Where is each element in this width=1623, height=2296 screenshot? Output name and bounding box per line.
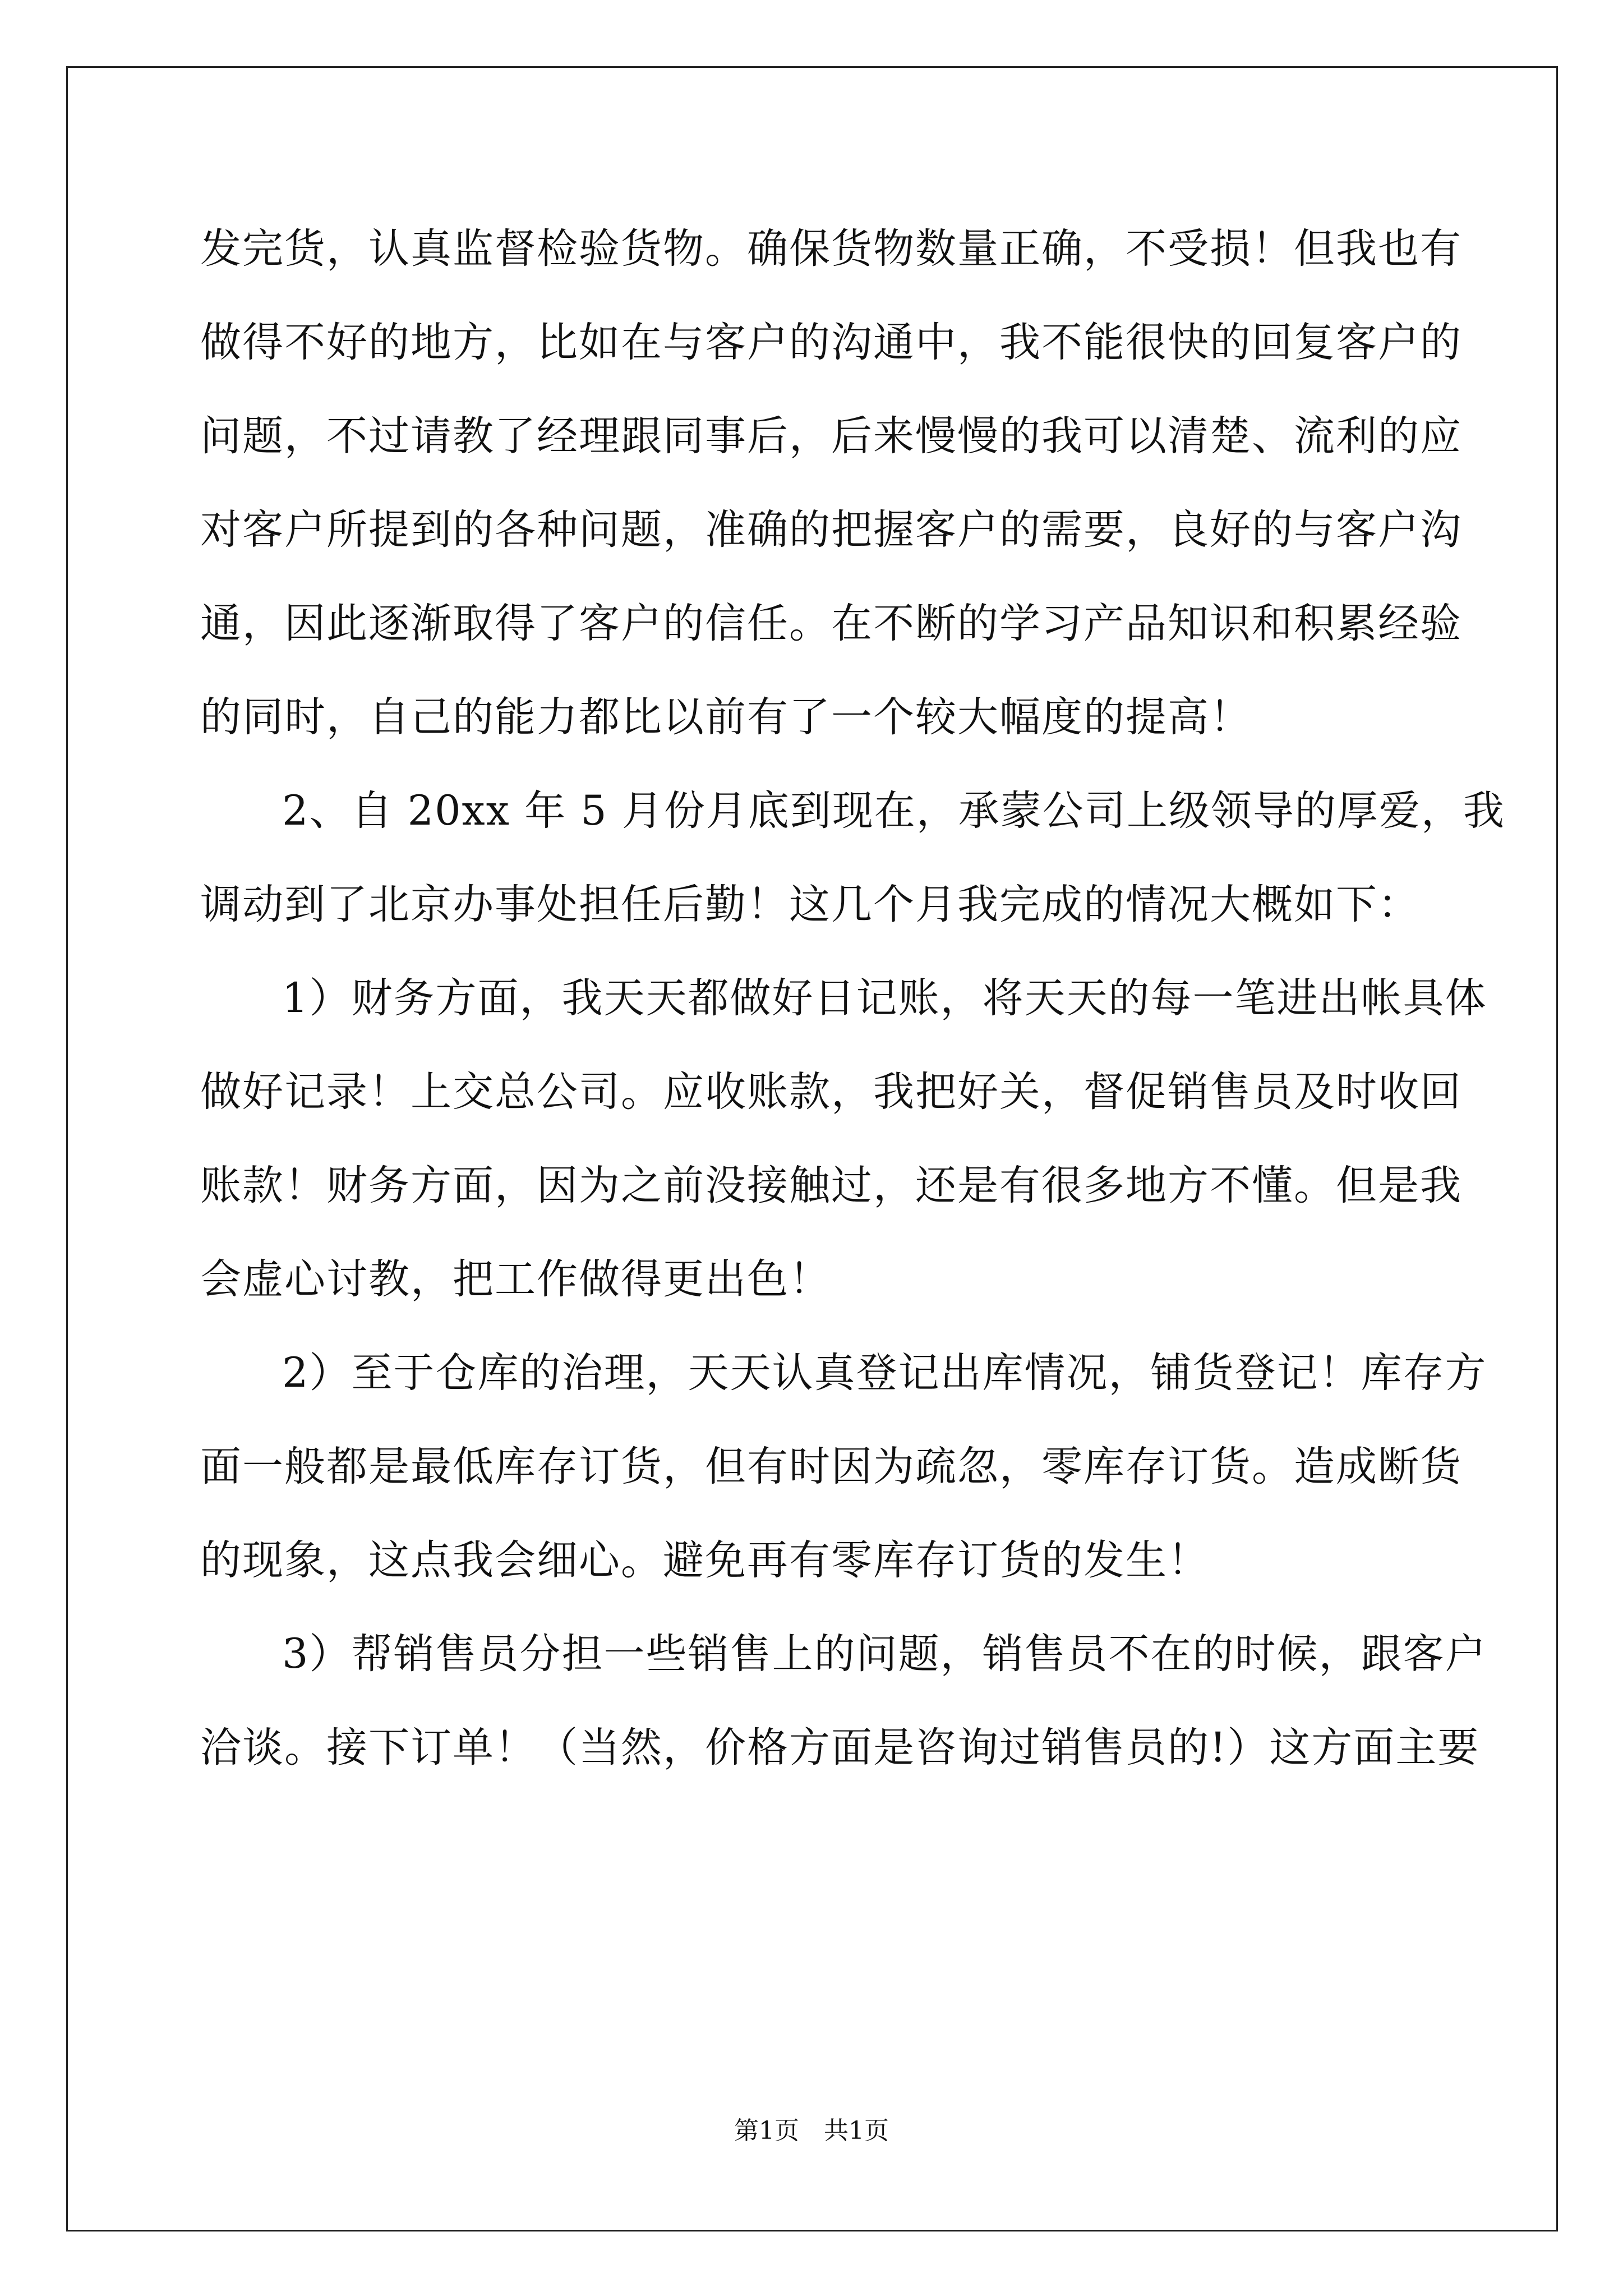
- text-line: 2）至于仓库的治理，天天认真登记出库情况，铺货登记！库存方: [282, 1349, 1487, 1397]
- text-line: 的现象，这点我会细心。避免再有零库存订货的发生！: [200, 1536, 1210, 1584]
- text-line: 账款！财务方面，因为之前没接触过，还是有很多地方不懂。但是我: [200, 1162, 1462, 1209]
- paragraph-1: [200, 202, 1462, 764]
- page-footer: 第1页 共1页: [734, 2116, 889, 2145]
- text-line: 面一般都是最低库存订货，但有时因为疏忽，零库存订货。造成断货: [200, 1443, 1462, 1490]
- text-line: 发完货，认真监督检验货物。确保货物数量正确，不受损！但我也有: [200, 225, 1462, 273]
- paragraph-3: [200, 951, 1487, 1326]
- document-body: [200, 202, 1505, 1795]
- text-line: 对客户所提到的各种问题，准确的把握客户的需要，良好的与客户沟: [200, 506, 1462, 554]
- text-line: 做好记录！上交总公司。应收账款，我把好关，督促销售员及时收回: [200, 1068, 1462, 1116]
- text-line: 做得不好的地方，比如在与客户的沟通中，我不能很快的回复客户的: [200, 319, 1462, 366]
- text-line: 的同时，自己的能力都比以前有了一个较大幅度的提高！: [200, 693, 1252, 741]
- text-line: 3）帮销售员分担一些销售上的问题，销售员不在的时候，跟客户: [282, 1630, 1487, 1678]
- text-line: 问题，不过请教了经理跟同事后，后来慢慢的我可以清楚、流利的应: [200, 412, 1462, 460]
- text-line: 2、自 20xx 年 5 月份月底到现在，承蒙公司上级领导的厚爱，我: [282, 787, 1505, 835]
- text-line: 会虚心讨教，把工作做得更出色！: [200, 1255, 831, 1303]
- text-line: 1）财务方面，我天天都做好日记账，将天天的每一笔进出帐具体: [282, 974, 1487, 1022]
- text-line: 洽谈。接下订单！（当然，价格方面是咨询过销售员的!）这方面主要: [200, 1724, 1480, 1772]
- text-line: 调动到了北京办事处担任后勤！这几个月我完成的情况大概如下：: [200, 881, 1420, 928]
- paragraph-4: [200, 1326, 1487, 1607]
- paragraph-2: [200, 764, 1505, 951]
- text-line: 通，因此逐渐取得了客户的信任。在不断的学习产品知识和积累经验: [200, 600, 1462, 647]
- paragraph-5: [200, 1607, 1487, 1795]
